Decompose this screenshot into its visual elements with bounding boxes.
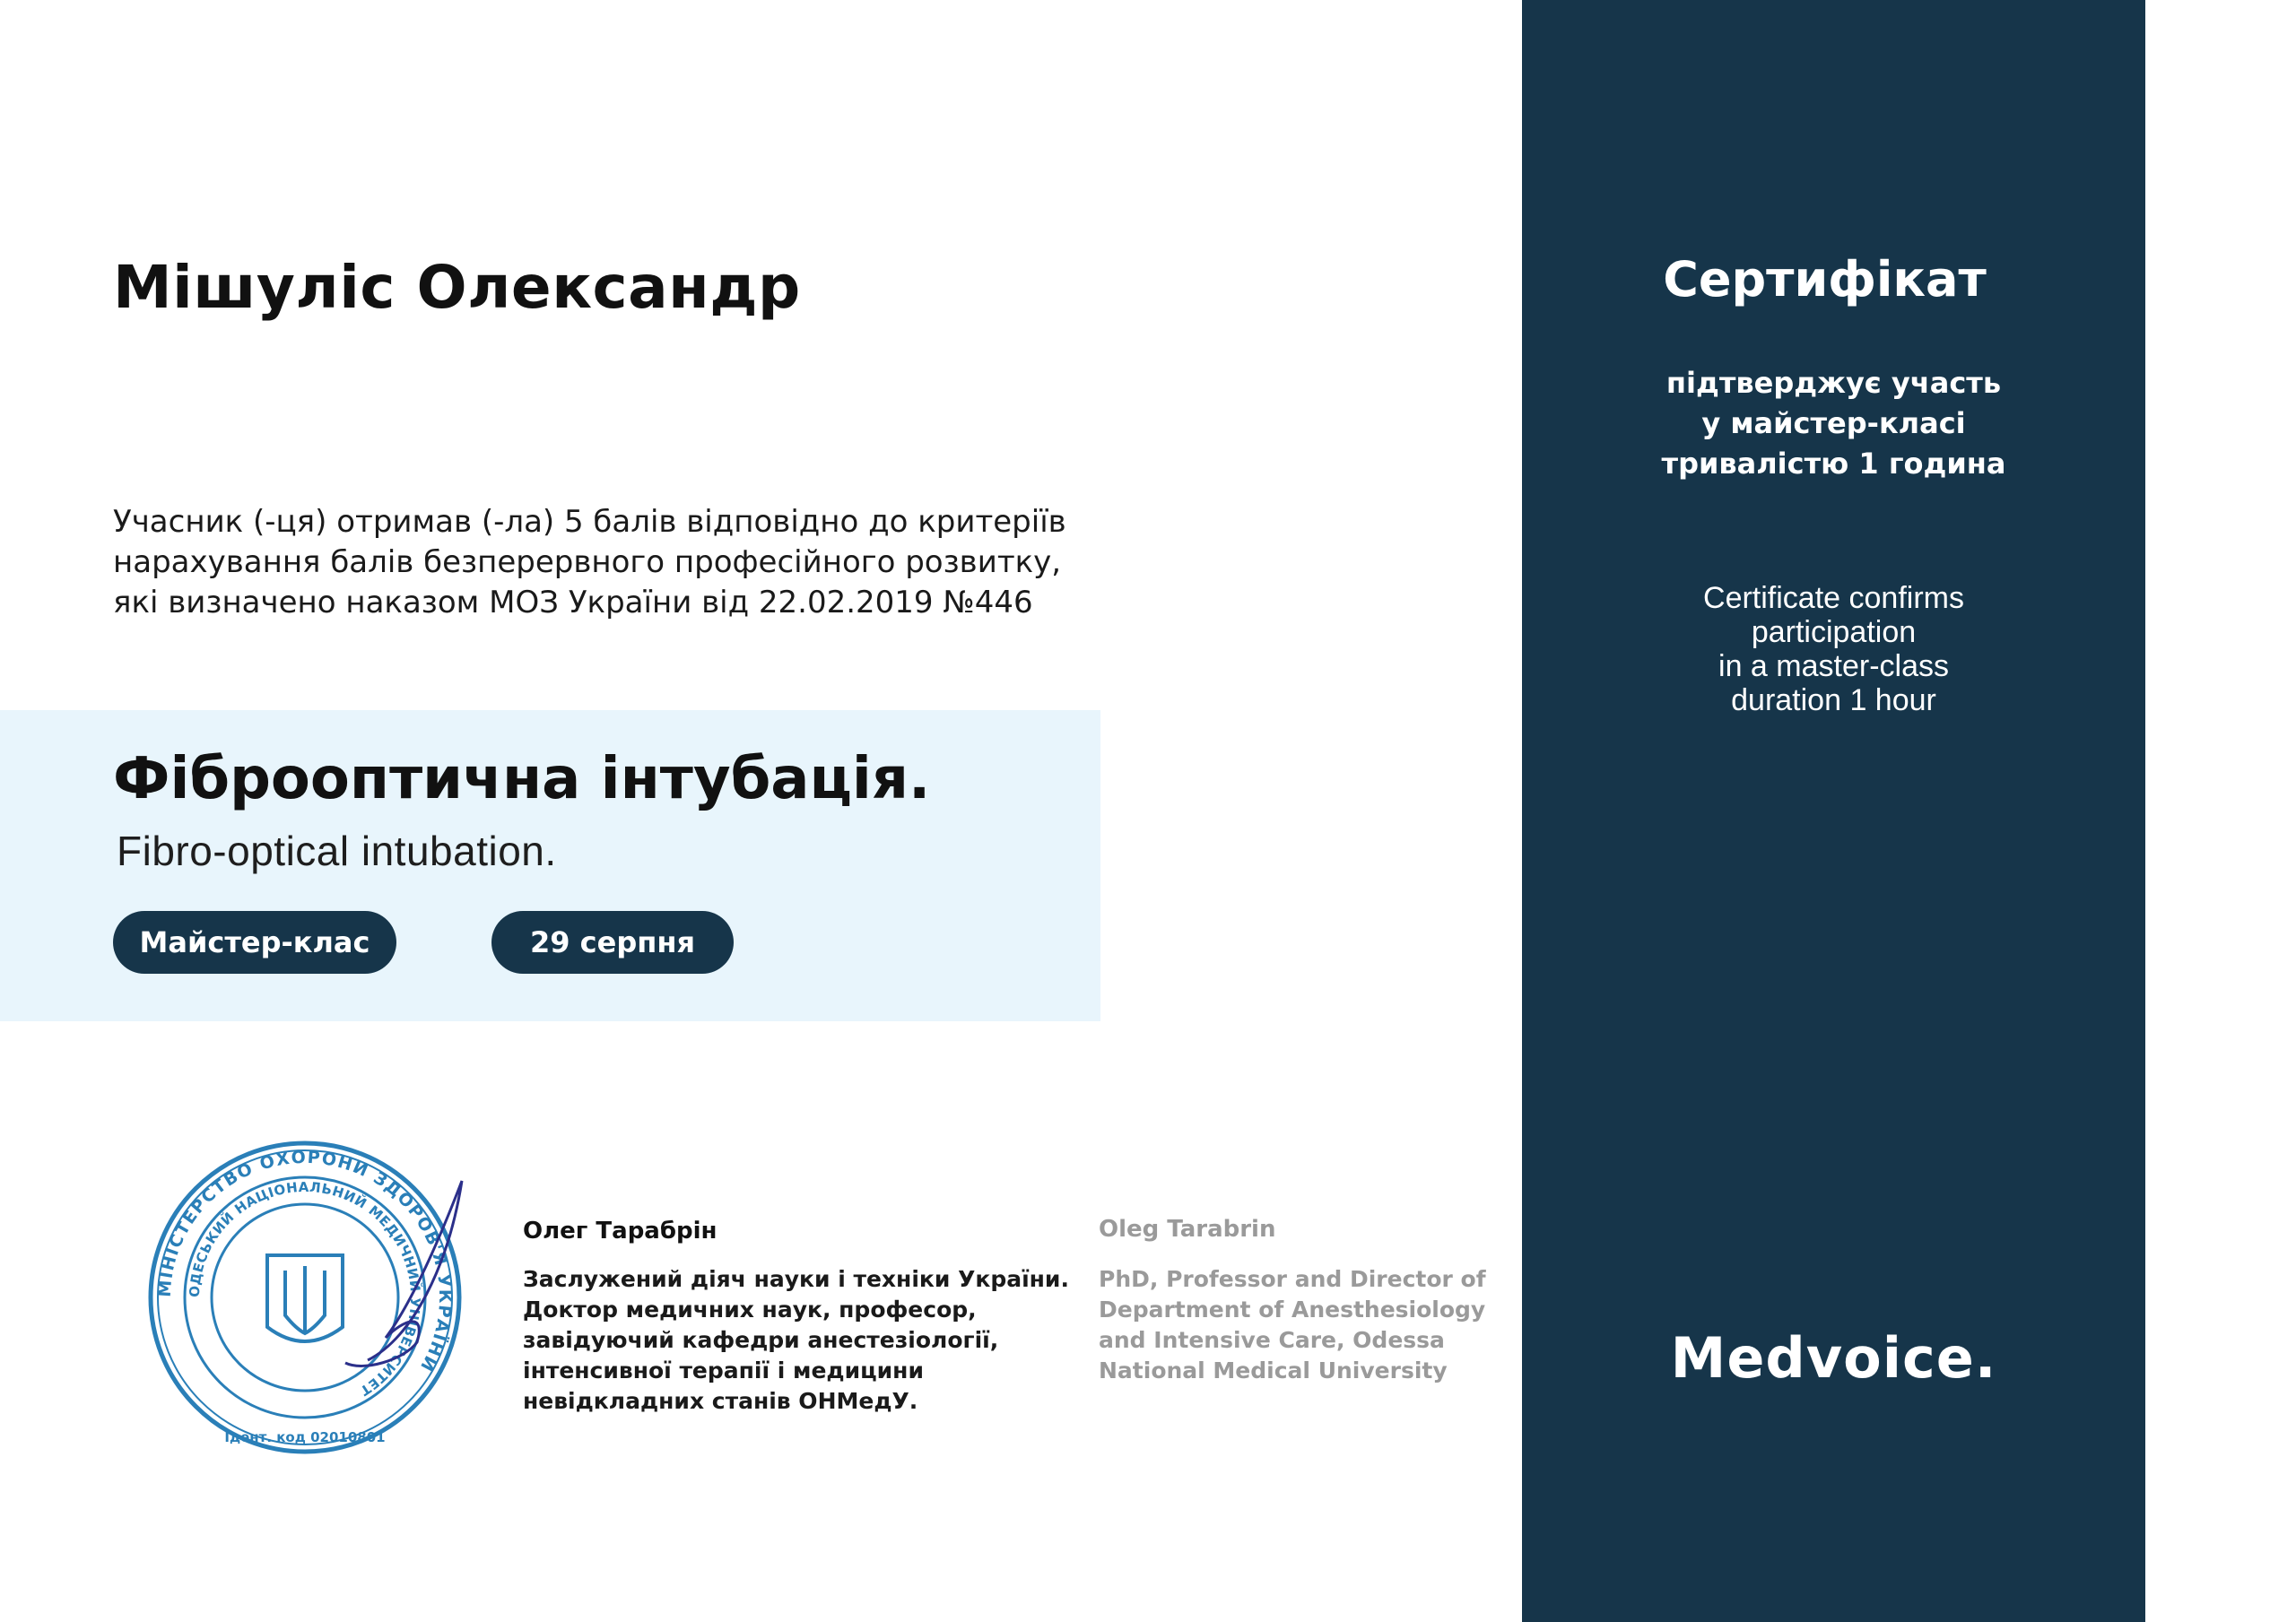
seal-outer-text: МІНІСТЕРСТВО ОХОРОНИ ЗДОРОВ'Я УКРАЇНИ <box>154 1147 456 1375</box>
course-title-en: Fibro-optical intubation. <box>117 828 557 874</box>
description-line: Учасник (-ця) отримав (-ла) 5 балів відповідно до критеріїв <box>113 504 1066 540</box>
description-line: які визначено наказом МОЗ України від 22.02.2019 №446 <box>113 585 1033 620</box>
signer-title-line: Заслужений діяч науки і техніки України. <box>523 1266 1069 1292</box>
medvoice-logo: Medvoice. <box>1670 1325 1997 1391</box>
certificate-title: Сертифікат <box>1663 251 1987 308</box>
signer-title-en-line: and Intensive Care, Odessa <box>1099 1327 1445 1353</box>
course-title-uk: Фіброоптична інтубація. <box>113 746 931 812</box>
signer-title-en <box>1099 1264 1486 1386</box>
description-line: нарахування балів безперервного професійного розвитку, <box>113 544 1062 580</box>
certificate-statement-uk <box>1522 363 2145 484</box>
signer-title-line: Доктор медичних наук, професор, <box>523 1297 977 1323</box>
statement-en-line: Certificate confirms <box>1703 581 1964 615</box>
course-type-badge: Майстер-клас <box>113 911 396 974</box>
certificate-sidebar <box>1522 0 2145 1622</box>
university-seal-icon <box>144 1132 466 1463</box>
course-date-badge: 29 серпня <box>491 911 734 974</box>
signer-title-line: завідуючий кафедри анестезіології, <box>523 1327 999 1353</box>
statement-uk-line: тривалістю 1 година <box>1661 447 2006 481</box>
signer-title-line: невідкладних станів ОНМедУ. <box>523 1388 918 1414</box>
points-description <box>113 502 1144 623</box>
signer-title-en-line: Department of Anesthesiology <box>1099 1297 1486 1323</box>
signer-title-en-line: National Medical University <box>1099 1357 1448 1383</box>
statement-en-line: duration 1 hour <box>1731 683 1936 717</box>
trident-emblem <box>267 1255 343 1341</box>
seal-code-text: Ідент. код 02010801 <box>224 1429 386 1445</box>
statement-uk-line: у майстер-класі <box>1701 406 1966 440</box>
statement-en-line: participation <box>1751 615 1917 649</box>
seal-inner-text: ОДЕСЬКИЙ НАЦІОНАЛЬНИЙ МЕДИЧНИЙ УНІВЕРСИТЕТ <box>186 1178 424 1400</box>
statement-en-line: in a master-class <box>1718 649 1949 683</box>
signer-title-uk <box>523 1264 1069 1417</box>
signer-name-en: Oleg Tarabrin <box>1099 1216 1276 1243</box>
certificate-statement-en <box>1522 581 2145 717</box>
signer-title-en-line: PhD, Professor and Director of <box>1099 1266 1486 1292</box>
statement-uk-line: підтверджує участь <box>1665 366 2002 400</box>
recipient-name: Мішуліс Олександр <box>113 253 801 322</box>
signer-title-line: інтенсивної терапії і медицини <box>523 1357 924 1383</box>
signer-name-uk: Олег Тарабрін <box>523 1218 718 1245</box>
